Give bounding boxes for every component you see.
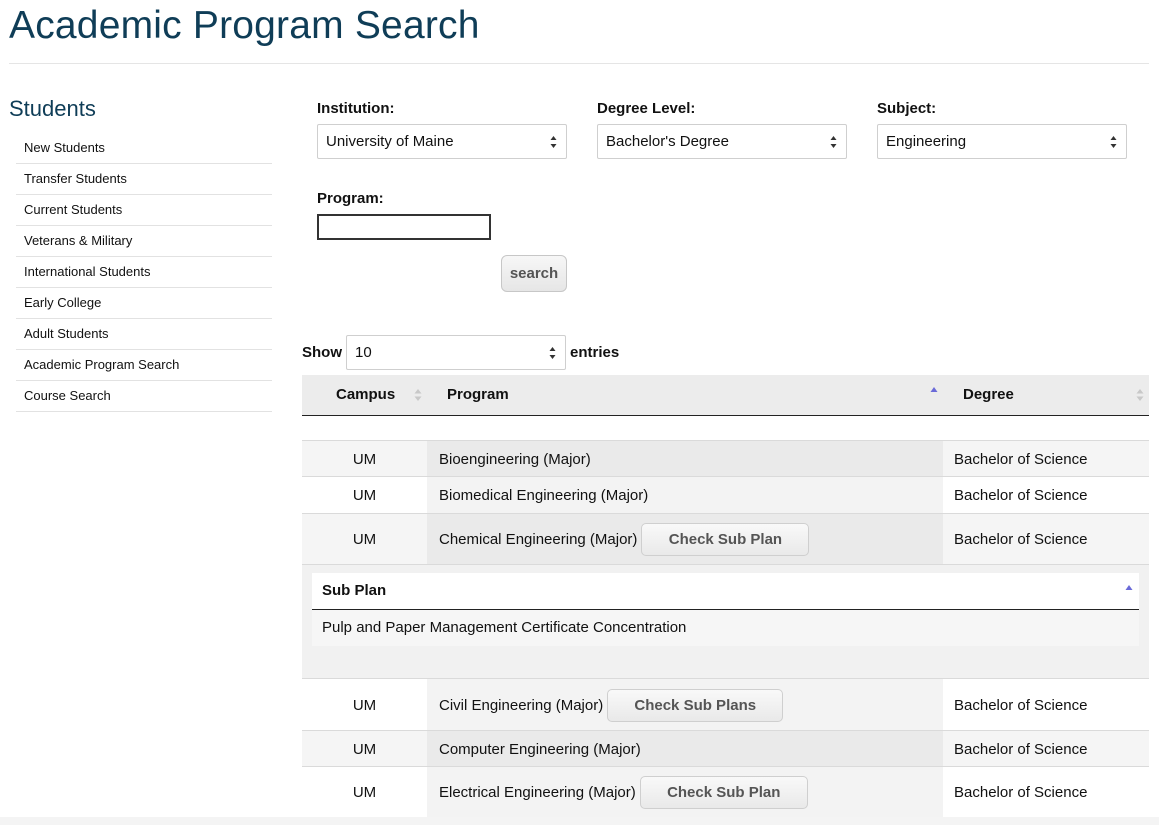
column-header-campus[interactable]	[336, 375, 395, 415]
sidebar-nav	[16, 133, 272, 412]
program-name: Biomedical Engineering (Major)	[439, 487, 649, 504]
column-header-program[interactable]	[447, 375, 509, 415]
subplan-header-label: Sub Plan	[322, 582, 387, 599]
sidebar-item-early-college[interactable]: Early College	[16, 288, 272, 319]
subplan-table	[312, 573, 1139, 646]
degree-cell: Bachelor of Science	[954, 784, 1088, 801]
chevron-updown-icon	[550, 135, 557, 149]
degree-cell: Bachelor of Science	[954, 531, 1088, 548]
subject-select[interactable]	[877, 124, 1127, 159]
page-title: Academic Program Search	[9, 4, 480, 47]
column-header-degree[interactable]	[963, 375, 1014, 415]
chevron-updown-icon	[1110, 135, 1117, 149]
entries-label: entries	[570, 344, 620, 361]
campus-cell: UM	[352, 487, 377, 504]
degree-level-value: Bachelor's Degree	[606, 133, 729, 150]
campus-cell: UM	[352, 696, 377, 714]
table-row	[302, 440, 1149, 477]
institution-label: Institution:	[317, 100, 395, 117]
sidebar-item-new-students[interactable]: New Students	[16, 133, 272, 164]
table-row	[302, 513, 1149, 565]
sort-asc-icon	[930, 385, 938, 401]
column-header-degree-label: Degree	[963, 386, 1014, 403]
column-header-campus-label: Campus	[336, 386, 396, 403]
chevron-updown-icon	[549, 346, 556, 360]
entries-value: 10	[355, 344, 372, 361]
subplan-row: Pulp and Paper Management Certificate Concentration	[312, 610, 1139, 646]
program-label: Program:	[317, 190, 384, 207]
institution-value: University of Maine	[326, 133, 454, 150]
program-cell	[439, 441, 591, 477]
sidebar-item-veterans-military[interactable]: Veterans & Military	[16, 226, 272, 257]
title-divider	[9, 63, 1149, 64]
degree-level-select[interactable]	[597, 124, 847, 159]
sort-both-icon	[414, 387, 422, 403]
sort-both-icon	[1136, 387, 1144, 403]
sidebar-item-course-search[interactable]: Course Search	[16, 381, 272, 412]
sidebar-item-international-students[interactable]: International Students	[16, 257, 272, 288]
check-sub-plan-button[interactable]: Check Sub Plan	[640, 776, 808, 809]
program-name: Electrical Engineering (Major)	[439, 784, 636, 801]
program-cell	[439, 731, 641, 767]
program-cell	[439, 767, 808, 818]
program-name: Computer Engineering (Major)	[439, 740, 641, 758]
campus-cell: UM	[352, 784, 377, 801]
degree-cell: Bachelor of Science	[954, 487, 1088, 504]
program-cell	[439, 514, 809, 565]
sort-asc-icon	[1125, 583, 1133, 599]
campus-cell: UM	[352, 531, 377, 548]
program-name: Chemical Engineering (Major)	[439, 531, 638, 548]
program-name: Bioengineering (Major)	[439, 450, 591, 468]
sidebar-item-current-students[interactable]: Current Students	[16, 195, 272, 226]
check-sub-plans-button[interactable]: Check Sub Plans	[607, 689, 783, 722]
degree-cell: Bachelor of Science	[954, 696, 1088, 714]
subject-value: Engineering	[886, 133, 967, 150]
program-cell	[439, 679, 783, 731]
degree-cell: Bachelor of Science	[954, 450, 1088, 468]
subplan-header[interactable]	[312, 573, 1139, 610]
sidebar-item-transfer-students[interactable]: Transfer Students	[16, 164, 272, 195]
program-name: Civil Engineering (Major)	[439, 696, 604, 714]
institution-select[interactable]	[317, 124, 567, 159]
degree-cell: Bachelor of Science	[954, 740, 1088, 758]
program-cell	[439, 477, 648, 514]
search-button[interactable]: search	[501, 255, 567, 292]
sidebar-item-academic-program-search[interactable]: Academic Program Search	[16, 350, 272, 381]
page-bottom-edge	[0, 817, 1159, 825]
column-header-program-label: Program	[447, 386, 509, 403]
sidebar-item-adult-students[interactable]: Adult Students	[16, 319, 272, 350]
table-row	[302, 766, 1149, 818]
check-sub-plan-button[interactable]: Check Sub Plan	[641, 523, 809, 556]
table-header	[302, 375, 1149, 416]
degree-level-label: Degree Level:	[597, 100, 696, 117]
table-row	[302, 678, 1149, 731]
table-row	[302, 730, 1149, 767]
sidebar-heading: Students	[9, 96, 96, 121]
table-row	[302, 476, 1149, 514]
subplan-panel	[302, 564, 1149, 679]
campus-cell: UM	[352, 450, 377, 468]
subject-label: Subject:	[877, 100, 937, 117]
program-input[interactable]	[317, 214, 491, 240]
chevron-updown-icon	[830, 135, 837, 149]
show-label: Show	[302, 344, 342, 361]
entries-select[interactable]	[346, 335, 566, 370]
campus-cell: UM	[352, 740, 377, 758]
